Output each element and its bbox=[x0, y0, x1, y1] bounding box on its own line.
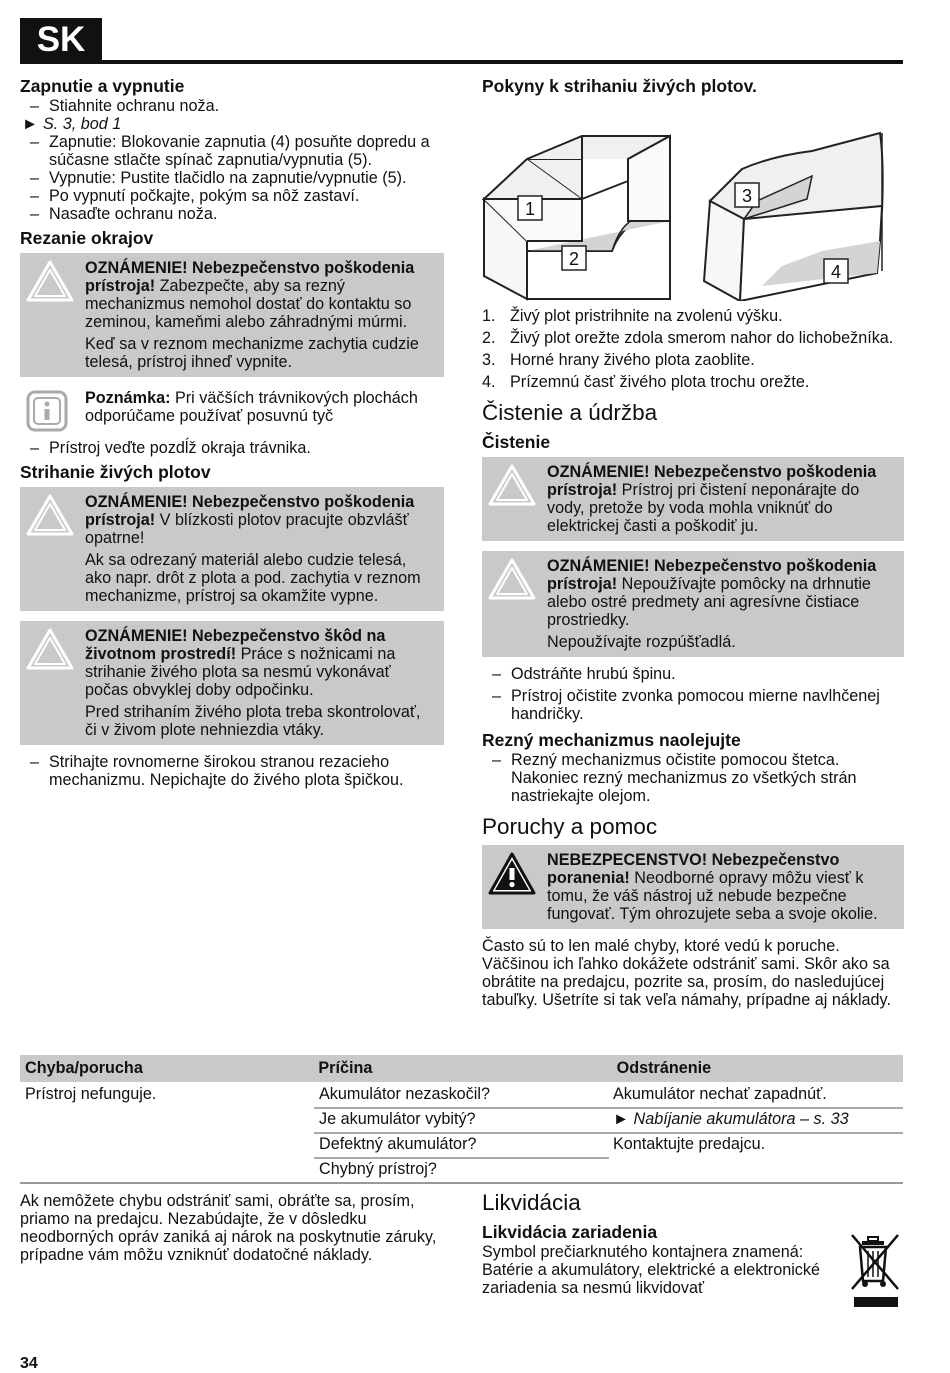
info-icon bbox=[25, 389, 69, 437]
danger-box: NEBEZPECENSTVO! Nebezpečenstvo poranenia! Neodborné opravy môžu viesť k tomu, že váš nástroj už nebude bezpečne fungovať. Tým ohrozujete seba a svoje okolie. bbox=[482, 845, 904, 929]
list-item: – Po vypnutí počkajte, pokým sa nôž zastaví. bbox=[20, 187, 444, 205]
list-item: – Prístroj veďte pozdĺž okraja trávnika. bbox=[20, 439, 444, 457]
section-title-hedge: Strihanie živých plotov bbox=[20, 462, 211, 482]
list-item: – Prístroj očistite zvonka pomocou mierne navlhčenej handričky. bbox=[482, 687, 904, 723]
list-item: 2. Živý plot orežte zdola smerom nahor do lichobežníka. bbox=[482, 329, 894, 347]
figure-label-1: 1 bbox=[524, 199, 536, 219]
figure-label-3: 3 bbox=[741, 186, 753, 206]
list-item: 1. Živý plot pristrihnite na zvolenú výšku. bbox=[482, 307, 783, 325]
list-item: – Zapnutie: Blokovanie zapnutia (4) posuňte dopredu a súčasne stlačte spínač zapnutia/vypnutia (5). bbox=[20, 133, 444, 169]
list-item: 3. Horné hrany živého plota zaoblite. bbox=[482, 351, 755, 369]
notice-box: OZNÁMENIE! Nebezpečenstvo škôd na životnom prostredí! Práce s nožnicami na strihanie živého plota sa nesmú vykonávať počas obvyklej doby odpočinku. Pred strihaním živého plota treba skontrolovať, či v živom plote nehniezdia vtáky. bbox=[20, 621, 444, 745]
list-item: – Strihajte rovnomerne širokou stranou rezacieho mechanizmu. Nepichajte do živého plota špičkou. bbox=[20, 753, 444, 789]
table-body bbox=[20, 1082, 903, 1202]
warning-triangle-icon bbox=[487, 557, 537, 605]
subsection-title-oil: Rezný mechanizmus naolejujte bbox=[482, 730, 741, 750]
list-item: – Stiahnite ochranu noža. bbox=[20, 97, 444, 115]
list-item: 4. Prízemnú časť živého plota trochu orežte. bbox=[482, 373, 810, 391]
table-cell-remedy: ► Nabíjanie akumulátora – s. 33 bbox=[613, 1110, 849, 1128]
figure-reference: ► S. 3, bod 1 bbox=[22, 115, 122, 133]
repair-paragraph: Ak nemôžete chybu odstrániť sami, obráťte sa, prosím, priamo na predajcu. Nezabúdajte, že v dôsledku neodborných opráv zaniká aj nárok na poskytnutie záruky, prípadne vám môžu vzniknúť dodatočné náklady. bbox=[20, 1192, 437, 1264]
warning-triangle-icon bbox=[25, 493, 75, 541]
column-header-fault: Chyba/porucha bbox=[25, 1059, 143, 1077]
danger-exclamation-icon bbox=[487, 851, 537, 901]
crossed-bin-icon bbox=[848, 1231, 904, 1315]
section-title-troubleshooting: Poruchy a pomoc bbox=[482, 814, 658, 839]
notice-box: OZNÁMENIE! Nebezpečenstvo poškodenia prístroja! Prístroj pri čistení neponárajte do vody, pretože by voda mohla vniknúť do elektrickej časti a poškodiť ju. bbox=[482, 457, 904, 541]
language-badge: SK bbox=[20, 18, 102, 62]
section-title-cleaning-maintenance: Čistenie a údržba bbox=[482, 400, 658, 425]
figure-label-2: 2 bbox=[568, 249, 580, 269]
column-header-cause: Príčina bbox=[318, 1059, 373, 1077]
table-cell-remedy: Kontaktujte predajcu. bbox=[613, 1135, 766, 1153]
figure-label-4: 4 bbox=[830, 262, 842, 282]
section-title-hedge-tips: Pokyny k strihaniu živých plotov. bbox=[482, 76, 757, 96]
warning-triangle-icon bbox=[487, 463, 537, 511]
list-item: – Rezný mechanizmus očistite pomocou štetca. Nakoniec rezný mechanizmus zo všetkých strán nastriekajte olejom. bbox=[482, 751, 904, 805]
note-box: Poznámka: Pri väčších trávnikových plochách odporúčame používať posuvnú tyč bbox=[20, 385, 444, 429]
section-title-edging: Rezanie okrajov bbox=[20, 228, 154, 248]
warning-triangle-icon bbox=[25, 627, 75, 675]
column-header-remedy: Odstránenie bbox=[616, 1059, 712, 1077]
list-item: – Vypnutie: Pustite tlačidlo na zapnutie/vypnutie (5). bbox=[20, 169, 444, 187]
right-column bbox=[482, 75, 904, 1009]
table-cell-cause: Chybný prístroj? bbox=[319, 1160, 437, 1178]
left-column bbox=[20, 75, 444, 789]
table-bottom-rule bbox=[20, 1182, 903, 1184]
arrow-right-icon: ► bbox=[22, 115, 39, 133]
notice-box: OZNÁMENIE! Nebezpečenstvo poškodenia prístroja! V blízkosti plotov pracujte obzvlášť opatrne! Ak sa odrezaný materiál alebo cudzie telesá, ako napr. drôt z plota a pod. zachytia v reznom mechanizme, prístroj sa okamžite vypne. bbox=[20, 487, 444, 611]
subsection-title-cleaning: Čistenie bbox=[482, 432, 551, 452]
section-title-on-off: Zapnutie a vypnutie bbox=[20, 76, 185, 96]
table-header bbox=[20, 1055, 903, 1082]
table-cell-cause: Je akumulátor vybitý? bbox=[319, 1110, 476, 1128]
list-item: – Nasaďte ochranu noža. bbox=[20, 205, 444, 223]
subsection-title-device-disposal: Likvidácia zariadenia bbox=[482, 1222, 658, 1242]
table-cell-fault: Prístroj nefunguje. bbox=[25, 1085, 157, 1103]
notice-box: OZNÁMENIE! Nebezpečenstvo poškodenia prístroja! Zabezpečte, aby sa rezný mechanizmus nemohol dostať do kontaktu so zeminou, kameňmi alebo záhradnými múrmi. Keď sa v reznom mechanizme zachytia cudzie telesá, prístroj ihneď vypnite. bbox=[20, 253, 444, 377]
table-cell-remedy: Akumulátor nechať zapadnúť. bbox=[613, 1085, 827, 1103]
troubleshooting-table bbox=[20, 1055, 903, 1202]
hedge-illustration bbox=[482, 101, 904, 301]
warning-triangle-icon bbox=[25, 259, 75, 307]
page-number: 34 bbox=[20, 1355, 38, 1372]
arrow-right-icon: ► bbox=[613, 1110, 634, 1128]
table-cell-cause: Akumulátor nezaskočil? bbox=[319, 1085, 490, 1103]
disposal-paragraph: Symbol prečiarknutého kontajnera znamená: Batérie a akumulátory, elektrické a elektronické zariadenia sa nesmú likvidovať bbox=[482, 1243, 820, 1297]
disposal-section bbox=[482, 1189, 904, 1297]
troubleshooting-paragraph: Často sú to len malé chyby, ktoré vedú k poruche. Väčšinou ich ľahko dokážete odstrániť sami. Skôr ako sa obrátite na predajcu, pozrite sa, prosím, do nasledujúcej tabuľky. Ušetríte si tak veľa námahy, prípadne aj náklady. bbox=[482, 937, 891, 1009]
section-title-disposal: Likvidácia bbox=[482, 1190, 581, 1215]
table-cell-cause: Defektný akumulátor? bbox=[319, 1135, 477, 1153]
notice-box: OZNÁMENIE! Nebezpečenstvo poškodenia prístroja! Nepoužívajte pomôcky na drhnutie alebo ostré predmety ani agresívne čistiace prostriedky. Nepoužívajte rozpúšťadlá. bbox=[482, 551, 904, 657]
header-rule bbox=[20, 60, 903, 64]
list-item: – Odstráňte hrubú špinu. bbox=[482, 665, 904, 683]
